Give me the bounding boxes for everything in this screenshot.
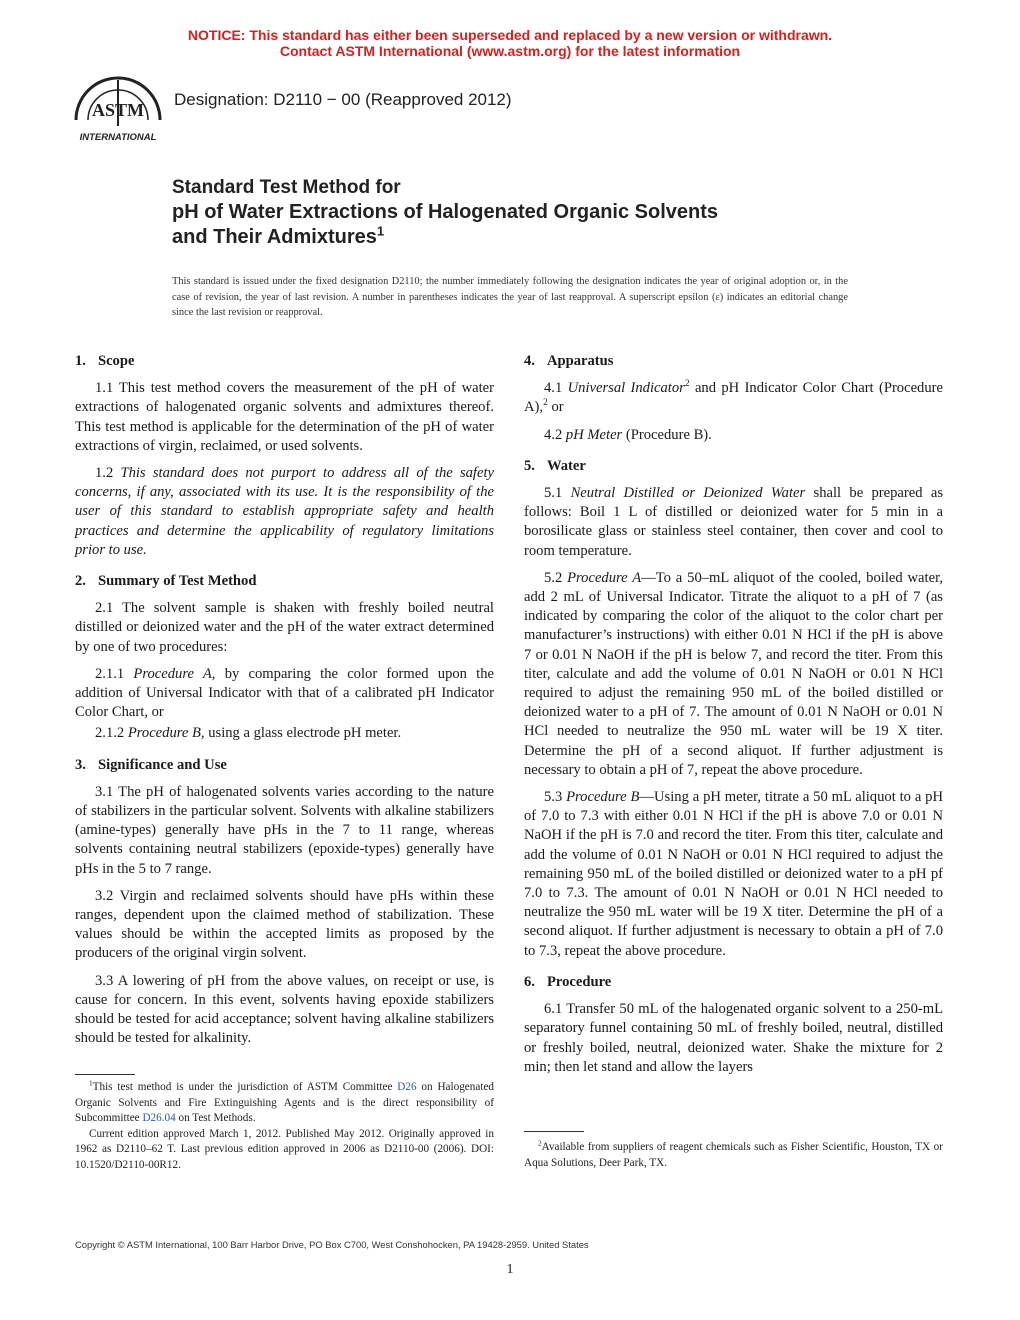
designation: Designation: D2110 − 00 (Reapproved 2012) — [174, 90, 512, 109]
section-heading-apparatus: 4. Apparatus — [524, 353, 614, 369]
footnote-2: $^2$Available from suppliers of reagent chemicals such as Fisher Scientific, Houston, TX or Aqua Solutions, Deer Park, TX. — [524, 1139, 943, 1169]
section-heading-scope: 1. Scope — [75, 353, 135, 369]
title-line-2: pH of Water Extractions of Halogenated Organic Solvents — [172, 201, 719, 223]
paragraph-6-1: 6.1 Transfer 50 mL of the halogenated organic solvent to a 250-mL separatory funnel containing 50 mL of freshly boiled, neutral, distilled or freshly boiled, neutral, deionized water. Shake the mixture for 2 min; then let stand and allow the layers — [524, 1001, 943, 1075]
section-heading-procedure: 6. Procedure — [524, 973, 612, 990]
paragraph-1-2: 1.2 This standard does not purport to address all of the safety concerns, if any, associated with its use. It is the responsibility of the user of this standard to establish appropriate safety and health practices and determine the applicability of regulatory limitations prior to use. — [75, 465, 494, 558]
paragraph-5-2: 5.2 Procedure A—To a 50–mL aliquot of the cooled, boiled water, add 2 mL of Universal Indicator. Titrate the aliquot to a pH of 7 (as indicated by comparing the color of the aliquot to the color chart per manufacturer’s instructions) with either 0.01 N HCl if the pH is above 7 or 0.01 N NaOH if the pH is below 7, and record the titer. From this titer, calculate and add the volume of 0.01 N NaOH or 0.01 N HCl required to adjust the remaining 950 mL of the boiled distilled or deionized water to a pH of 7. The amount of 0.01 N NaOH or 0.01 N HCl needed to neutralize the 950 mL water will be 19 X titer. Determine the pH of a second aliquot. If further adjustment is necessary to obtain a pH of 7, repeat the above procedure. — [524, 569, 943, 778]
paragraph-4-2: 4.2 pH Meter (Procedure B). — [544, 426, 712, 443]
section-heading-water: 5. Water — [524, 457, 586, 474]
footnote-rule-right — [524, 1131, 584, 1132]
astm-logo — [68, 74, 168, 144]
title-line-1: Standard Test Method for — [172, 177, 401, 198]
section-heading-significance: 3. Significance and Use — [75, 756, 227, 773]
title-footnote-mark: 1 — [376, 223, 385, 239]
left-column — [75, 352, 494, 1049]
paragraph-5-1: 5.1 Neutral Distilled or Deionized Water shall be prepared as follows: Boil 1 L of distilled or deionized water for 5 min in a borosilicate glass or stainless steel container, then cover and cool to room temperature. — [524, 485, 944, 559]
paragraph-4-1: 4.1 Universal Indicator$^2$ and pH Indicator Color Chart (Procedure A),$^2$ or — [524, 379, 943, 416]
paragraph-3-2: 3.2 Virgin and reclaimed solvents should have pHs within these ranges, dependent upon the claimed method of stabilization. These values should be within the accepted limits as proposed by the producers of the original virgin solvent. — [75, 887, 494, 962]
subcommittee-link[interactable]: D26.04 — [142, 1112, 176, 1125]
logo-text: ASTM — [91, 100, 145, 120]
footnote-1: $^1$This test method is under the jurisdiction of ASTM Committee D26 on Halogenated Organic Solvents and Fire Extinguishing Agents and is the direct responsibility of Subcommittee D26.04 on Test Methods. Current edition approved March 1, 2012. Published May 2012. Originally approved in 1962 as D2110–62 T. Last previous edition approved in 2006 as D2110-00 (2006). DOI: 10.1520/D2110-00R12. — [75, 1079, 495, 1171]
paragraph-3-3: 3.3 A lowering of pH from the above values, on receipt or use, is cause for concern. In this event, solvents having epoxide stabilizers should be tested for acid acceptance; solvent having alkaline stabilizers should be tested for alkalinity. — [75, 972, 494, 1047]
notice-line-2: Contact ASTM International (www.astm.org) for the latest information — [279, 43, 741, 59]
paragraph-1-1: 1.1 This test method covers the measurement of the pH of water extractions of halogenated organic solvents and admixtures thereof. This test method is applicable for the determination of the pH of water extractions of virgin, reclaimed, or used solvents. — [75, 380, 494, 454]
paragraph-5-3: 5.3 Procedure B—Using a pH meter, titrate a 50 mL aliquot to a pH of 7.0 to 7.3 with either 0.01 N HCl if the pH is above 7.0 or 0.01 N NaOH if the pH is 7.0 and record the titer. From this titer, calculate and add the volume of 0.01 N NaOH or 0.01 N HCl required to adjust the remaining 950 mL of the boiled distilled or deionized water to a pH pf 7.0 to 7.3. The amount of 0.01 N NaOH or 0.01 N HCl needed to neutralize the 950 mL water will be 19 X titer. Determine the pH of a second aliquot. If further adjustment is necessary to obtain a pH of 7.0 to 7.3, repeat the above procedure. — [524, 789, 944, 959]
paragraph-3-1: 3.1 The pH of halogenated solvents varies according to the nature of stabilizers in the particular solvent. Solvents with alkaline stabilizers (amine-types) generally have pHs in the 7 to 11 range, whereas solvents containing neutral stabilizers (epoxide-types) generally have pHs in the 5 to 7 range. — [75, 783, 494, 877]
page-number: 1 — [506, 1262, 514, 1277]
paragraph-2-1-2: 2.1.2 Procedure B, using a glass electrode pH meter. — [95, 725, 402, 742]
paragraph-2-1-1: 2.1.1 Procedure A, by comparing the color formed upon the addition of Universal Indicator with that of a calibrated pH Indicator Color Chart, or — [75, 665, 495, 721]
document-title — [172, 175, 718, 250]
preamble: This standard is issued under the fixed designation D2110; the number immediately following the designation indicates the year of original adoption or, in the case of revision, the year of last revision. A number in parentheses indicates the year of last reapproval. A superscript epsilon (ε) indicates an editorial change since the last revision or reapproval. — [172, 276, 848, 318]
copyright-footer: Copyright © ASTM International, 100 Barr Harbor Drive, PO Box C700, West Conshohocken, PA 19428-2959. United States — [75, 1239, 589, 1250]
paragraph-2-1: 2.1 The solvent sample is shaken with freshly boiled neutral distilled or deionized water and the pH of the water extract determined by one of two procedures: — [75, 600, 494, 655]
title-line-3: and Their Admixtures — [172, 226, 377, 248]
notice-line-1: NOTICE: This standard has either been superseded and replaced by a new version or withdrawn. — [187, 27, 833, 43]
committee-link[interactable]: D26 — [397, 1081, 417, 1093]
section-heading-summary: 2. Summary of Test Method — [75, 573, 257, 590]
footnote-rule-left — [75, 1074, 135, 1075]
right-column — [524, 352, 943, 1077]
logo-subtext: INTERNATIONAL — [79, 132, 157, 143]
